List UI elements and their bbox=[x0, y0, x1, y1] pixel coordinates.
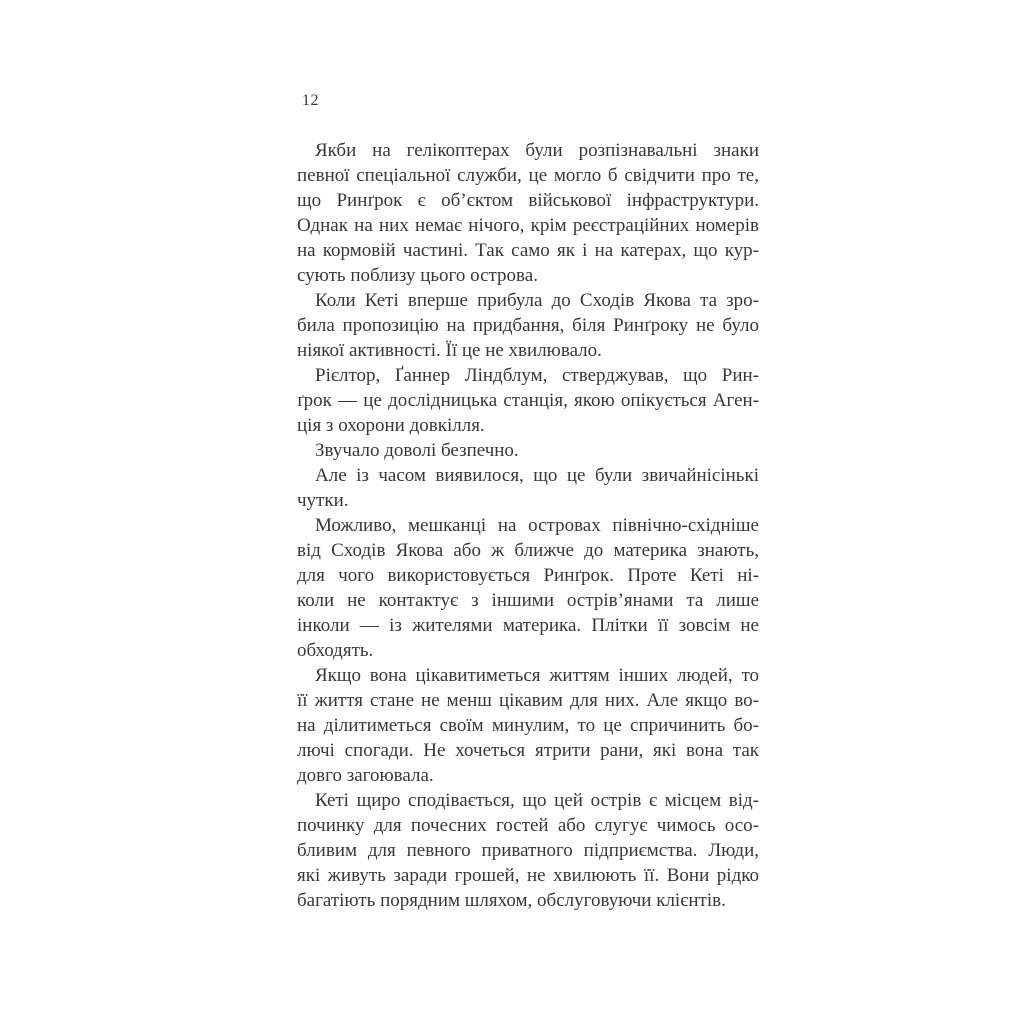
text-line: обходять. bbox=[297, 640, 374, 661]
text-line: ґрок — це дослідницька станція, якою опікується Аген- bbox=[297, 390, 759, 411]
paragraph bbox=[297, 788, 759, 913]
text-line: чутки. bbox=[297, 490, 349, 511]
text-line: починку для почесних гостей або слугує чимось осо- bbox=[297, 815, 759, 836]
text-line: ція з охорони довкілля. bbox=[297, 415, 485, 436]
text-line: що Ринґрок є об’єктом військової інфраструктури. bbox=[297, 190, 759, 211]
paragraph bbox=[297, 463, 759, 513]
text-line: Звучало доволі безпечно. bbox=[315, 440, 519, 461]
paragraph bbox=[297, 138, 759, 288]
text-line: багатіють порядним шляхом, обслуговуючи клієнтів. bbox=[297, 890, 726, 911]
text-line: Можливо, мешканці на островах північно-східніше bbox=[315, 515, 759, 536]
text-line: які живуть заради грошей, не хвилюють її. Вони рідко bbox=[297, 865, 759, 886]
text-line: її життя стане не менш цікавим для них. Але якщо во- bbox=[297, 690, 759, 711]
text-line: довго загоювала. bbox=[297, 765, 434, 786]
paragraph bbox=[297, 438, 759, 463]
text-line: на ділитиметься своїм минулим, то це спричинить бо- bbox=[297, 715, 759, 736]
text-line: Якщо вона цікавитиметься життям інших людей, то bbox=[315, 665, 759, 686]
text-line: інколи — із жителями материка. Плітки її зовсім не bbox=[297, 615, 759, 636]
text-line: Кеті щиро сподівається, що цей острів є місцем від- bbox=[315, 790, 759, 811]
text-line: Але із часом виявилося, що це були звичайнісінькі bbox=[315, 465, 759, 486]
text-line: коли не контактує з іншими острів’янами та лише bbox=[297, 590, 759, 611]
text-line: Рієлтор, Ґаннер Ліндблум, стверджував, що Рин- bbox=[315, 365, 759, 386]
page-number: 12 bbox=[302, 92, 319, 109]
text-line: від Сходів Якова або ж ближче до материка знають, bbox=[297, 540, 759, 561]
text-line: Однак на них немає нічого, крім реєстраційних номерів bbox=[297, 215, 759, 236]
text-line: лючі спогади. Не хочеться ятрити рани, які вона так bbox=[297, 740, 759, 761]
text-line: ніякої активності. Її це не хвилювало. bbox=[297, 340, 602, 361]
text-line: Якби на гелікоптерах були розпізнавальні знаки bbox=[315, 140, 759, 161]
text-line: певної спеціальної служби, це могло б свідчити про те, bbox=[297, 165, 759, 186]
text-line: Коли Кеті вперше прибула до Сходів Якова та зро- bbox=[315, 290, 759, 311]
paragraph bbox=[297, 363, 759, 438]
text-line: бливим для певного приватного підприємства. Люди, bbox=[297, 840, 759, 861]
paragraph bbox=[297, 663, 759, 788]
paragraph bbox=[297, 288, 759, 363]
text-line: на кормовій частині. Так само як і на катерах, що кур- bbox=[297, 240, 759, 261]
text-line: для чого використовується Ринґрок. Проте Кеті ні- bbox=[297, 565, 759, 586]
body-text bbox=[297, 138, 759, 913]
text-line: сують поблизу цього острова. bbox=[297, 265, 538, 286]
text-line: била пропозицію на придбання, біля Ринґроку не було bbox=[297, 315, 759, 336]
paragraph bbox=[297, 513, 759, 663]
